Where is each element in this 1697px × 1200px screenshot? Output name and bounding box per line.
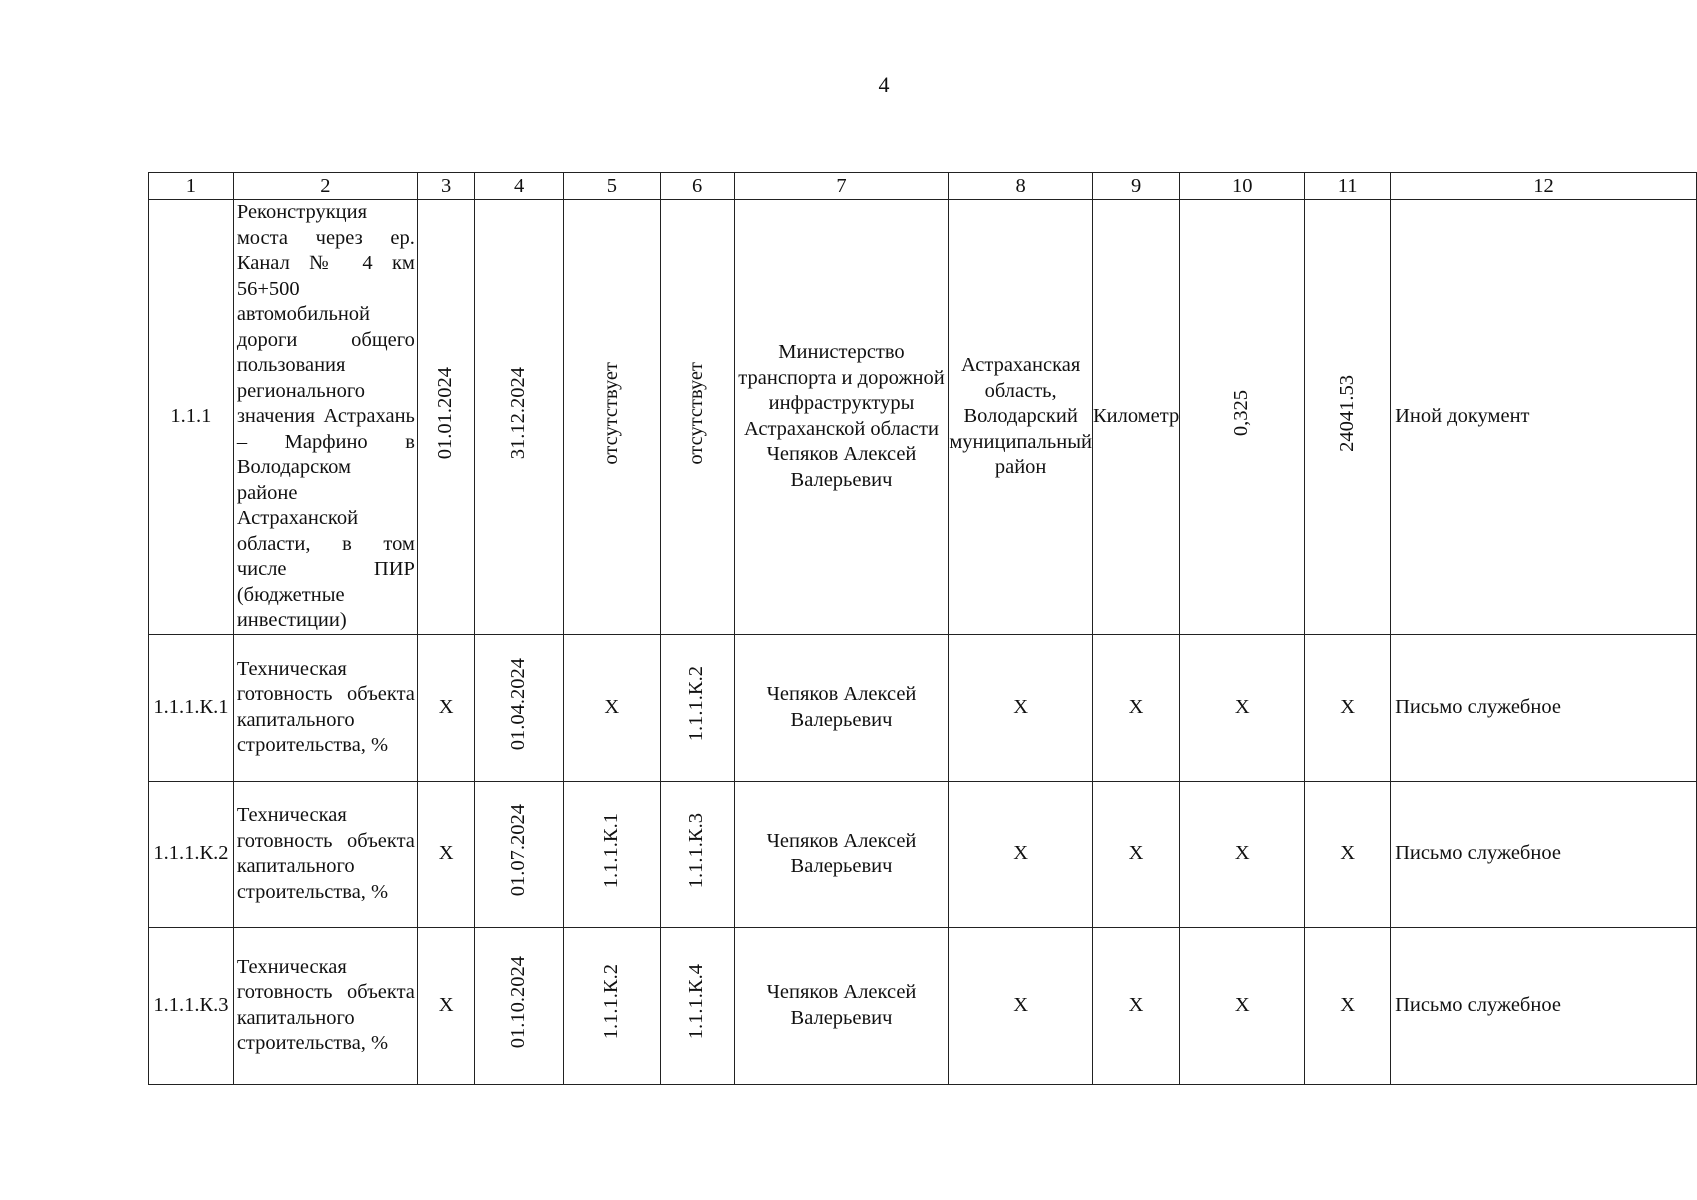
location-cell	[949, 781, 1093, 927]
responsible-cell	[734, 927, 949, 1084]
document-cell	[1391, 200, 1697, 635]
document-type: Письмо служебное	[1395, 842, 1561, 865]
location: X	[1013, 842, 1029, 865]
unit: Километр	[1092, 405, 1180, 427]
responsible-cell	[734, 634, 949, 781]
row-name-cell	[233, 200, 417, 635]
predecessor: X	[604, 695, 620, 718]
row-id	[149, 927, 234, 1084]
column-header: 4	[475, 173, 564, 200]
predecessor: 1.1.1.К.2	[600, 964, 623, 1040]
row-id-text: 1.1.1.К.2	[153, 842, 229, 865]
document-type: Иной документ	[1395, 405, 1530, 427]
start-date-cell	[417, 927, 474, 1084]
start-date: X	[438, 695, 454, 718]
column-header: 6	[660, 173, 734, 200]
predecessor-cell	[564, 781, 661, 927]
table-row	[149, 927, 1697, 1084]
column-header: 7	[734, 173, 949, 200]
column-header: 10	[1180, 173, 1305, 200]
column-header: 8	[949, 173, 1093, 200]
predecessor: 1.1.1.К.1	[600, 812, 623, 888]
header-row	[149, 173, 1697, 200]
amount-cell	[1305, 781, 1391, 927]
column-header: 12	[1391, 173, 1697, 200]
unit-cell	[1092, 781, 1179, 927]
row-id	[149, 781, 234, 927]
successor-cell	[660, 927, 734, 1084]
end-date-cell	[475, 200, 564, 635]
table-row	[149, 200, 1697, 635]
document-type: Письмо служебное	[1395, 993, 1561, 1016]
document-type: Письмо служебное	[1395, 695, 1561, 718]
column-header: 9	[1092, 173, 1179, 200]
successor: 1.1.1.К.3	[685, 812, 708, 888]
unit-cell	[1092, 634, 1179, 781]
row-id	[149, 200, 234, 635]
successor-cell	[660, 200, 734, 635]
location: Астраханская область, Володарский муниципальный район	[949, 354, 1092, 478]
predecessor-cell	[564, 634, 661, 781]
successor-cell	[660, 781, 734, 927]
responsible: Чепяков Алексей Валерьевич	[766, 829, 917, 877]
predecessor-cell	[564, 927, 661, 1084]
quantity-cell	[1180, 781, 1305, 927]
responsible: Министерство транспорта и дорожной инфраструктуры Астраханской области Чепяков Алексей Валерьевич	[738, 341, 945, 491]
successor: отсутствует	[685, 361, 708, 465]
location-cell	[949, 927, 1093, 1084]
predecessor: отсутствует	[600, 361, 623, 465]
successor-cell	[660, 634, 734, 781]
successor: 1.1.1.К.2	[685, 666, 708, 742]
unit-cell	[1092, 927, 1179, 1084]
row-name: Техническая готовность объекта капитального строительства, %	[236, 804, 415, 903]
start-date: X	[438, 993, 454, 1016]
location-cell	[949, 634, 1093, 781]
quantity-cell	[1180, 927, 1305, 1084]
row-id-text: 1.1.1.К.3	[153, 993, 229, 1016]
location: X	[1013, 695, 1029, 718]
location-cell	[949, 200, 1093, 635]
start-date: X	[438, 842, 454, 865]
unit-cell	[1092, 200, 1179, 635]
end-date-cell	[475, 781, 564, 927]
quantity-cell	[1180, 634, 1305, 781]
row-name-cell	[233, 781, 417, 927]
amount-cell	[1305, 200, 1391, 635]
start-date-cell	[417, 200, 474, 635]
amount: X	[1340, 695, 1356, 718]
end-date-cell	[475, 634, 564, 781]
column-header: 1	[149, 173, 234, 200]
row-name: Реконструкция моста через ер. Канал № 4 км 56+500 автомобильной дороги общего пользования регионального значения Астрахань – Марфино в Володарском районе Астраханской области, в том числе ПИР (бюджетные инвестиции)	[236, 201, 415, 631]
amount-cell	[1305, 927, 1391, 1084]
quantity-cell	[1180, 200, 1305, 635]
responsible: Чепяков Алексей Валерьевич	[766, 981, 917, 1029]
responsible-cell	[734, 200, 949, 635]
table-row	[149, 634, 1697, 781]
row-id-text: 1.1.1	[170, 405, 212, 427]
start-date: 01.01.2024	[434, 366, 457, 460]
quantity: 0,325	[1230, 389, 1253, 437]
row-name-cell	[233, 634, 417, 781]
start-date-cell	[417, 781, 474, 927]
quantity: X	[1234, 695, 1250, 718]
row-name-cell	[233, 927, 417, 1084]
data-table	[148, 172, 1697, 1085]
column-header: 11	[1305, 173, 1391, 200]
quantity: X	[1234, 842, 1250, 865]
row-name: Техническая готовность объекта капитального строительства, %	[236, 657, 415, 756]
quantity: X	[1234, 993, 1250, 1016]
end-date-cell	[475, 927, 564, 1084]
page-number: 4	[878, 72, 890, 97]
end-date: 01.04.2024	[507, 657, 530, 750]
amount: 24041.53	[1335, 374, 1358, 452]
predecessor-cell	[564, 200, 661, 635]
column-header: 3	[417, 173, 474, 200]
document-cell	[1391, 781, 1697, 927]
successor: 1.1.1.К.4	[685, 964, 708, 1040]
column-header: 2	[233, 173, 417, 200]
location: X	[1013, 993, 1029, 1016]
amount-cell	[1305, 634, 1391, 781]
end-date: 01.07.2024	[507, 804, 530, 897]
amount: X	[1340, 993, 1356, 1016]
row-id-text: 1.1.1.К.1	[153, 695, 229, 718]
unit: X	[1128, 993, 1144, 1016]
column-header: 5	[564, 173, 661, 200]
amount: X	[1340, 842, 1356, 865]
start-date-cell	[417, 634, 474, 781]
row-name: Техническая готовность объекта капитального строительства, %	[236, 955, 415, 1054]
row-id	[149, 634, 234, 781]
document-cell	[1391, 927, 1697, 1084]
responsible-cell	[734, 781, 949, 927]
responsible: Чепяков Алексей Валерьевич	[766, 683, 917, 731]
end-date: 31.12.2024	[507, 366, 530, 460]
unit: X	[1128, 695, 1144, 718]
table-row	[149, 781, 1697, 927]
unit: X	[1128, 842, 1144, 865]
document-cell	[1391, 634, 1697, 781]
end-date: 01.10.2024	[507, 955, 530, 1048]
